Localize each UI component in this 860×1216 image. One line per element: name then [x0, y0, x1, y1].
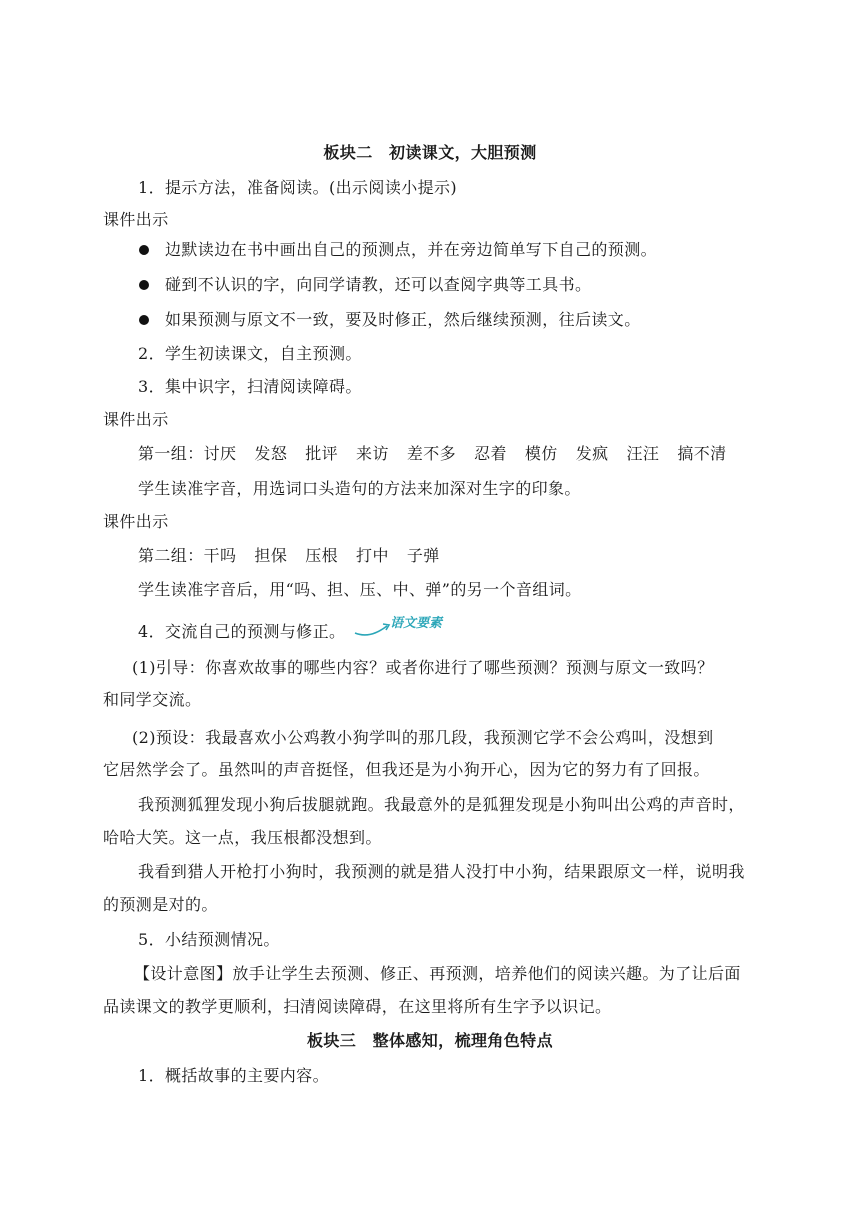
section3-title: 板块三 整体感知，梳理角色特点	[306, 1031, 553, 1050]
section2-title: 板块二 初读课文，大胆预测	[323, 143, 537, 162]
hunter-paragraph: 我看到猎人开枪打小狗时，我预测的就是猎人没打中小狗，结果跟原文一样，说明我	[138, 862, 745, 881]
group2-note: 学生读准字音后，用“吗、担、压、中、弹”的另一个音组词。	[138, 580, 582, 599]
vocab-word: 来访	[356, 444, 389, 463]
design-intent-cont: 品读课文的教学更顺利，扫清阅读障碍，在这里将所有生字予以识记。	[103, 997, 612, 1016]
vocab-word: 批评	[305, 444, 339, 463]
vocab-word: 子弹	[406, 546, 440, 565]
word-group-label: 第一组：	[138, 444, 204, 463]
vocab-word: 搞不清	[677, 444, 727, 463]
preset-paragraph-cont: 它居然学会了。虽然叫的声音挺怪，但我还是为小狗开心，因为它的努力有了回报。	[103, 760, 710, 779]
word-group-2	[138, 546, 458, 566]
step2-text: 2．学生初读课文，自主预测。	[138, 344, 362, 363]
guide-paragraph: (1)引导：你喜欢故事的哪些内容？或者你进行了哪些预测？预测与原文一致吗？	[132, 658, 714, 677]
vocab-word: 发疯	[575, 444, 609, 463]
vocab-word: 模仿	[524, 444, 558, 463]
courseware-label: 课件出示	[103, 210, 169, 229]
fox-paragraph: 我预测狐狸发现小狗后拔腿就跑。我最意外的是狐狸发现是小狗叫出公鸡的声音时，	[138, 795, 745, 814]
preset-paragraph: (2)预设：我最喜欢小公鸡教小狗学叫的那几段，我预测它学不会公鸡叫，没想到	[132, 728, 714, 747]
vocab-word: 汪汪	[626, 444, 660, 463]
word-group-1	[138, 444, 745, 464]
vocab-word: 忍着	[474, 444, 507, 463]
bullet-icon	[139, 280, 149, 290]
word-group-label: 第二组：	[138, 546, 204, 565]
design-intent: 【设计意图】放手让学生去预测、修正、再预测，培养他们的阅读兴趣。为了让后面	[134, 964, 741, 983]
tip-item: 如果预测与原文不一致，要及时修正，然后继续预测，往后读文。	[165, 310, 641, 329]
hunter-paragraph-cont: 的预测是对的。	[103, 895, 218, 914]
fox-paragraph-cont: 哈哈大笑。这一点，我压根都没想到。	[103, 828, 382, 847]
tip-item: 边默读边在书中画出自己的预测点，并在旁边简单写下自己的预测。	[165, 240, 658, 259]
step1-text: 1．提示方法，准备阅读。(出示阅读小提示)	[138, 178, 458, 197]
tip-item: 碰到不认识的字，向同学请教，还可以查阅字典等工具书。	[165, 275, 592, 294]
step4-text: 4．交流自己的预测与修正。	[138, 622, 346, 641]
courseware-label: 课件出示	[103, 512, 169, 531]
guide-paragraph-cont: 和同学交流。	[103, 690, 202, 709]
vocab-word: 担保	[254, 546, 288, 565]
vocab-word: 发怒	[254, 444, 288, 463]
vocab-word: 压根	[305, 546, 339, 565]
bullet-icon	[139, 245, 149, 255]
step5-text: 5．小结预测情况。	[138, 930, 280, 949]
vocab-word: 干吗	[203, 546, 237, 565]
language-element-tag: 语文要素	[390, 616, 443, 631]
bullet-icon	[139, 315, 149, 325]
group1-note: 学生读准字音，用选词口头造句的方法来加深对生字的印象。	[138, 479, 581, 498]
vocab-word: 打中	[356, 546, 389, 565]
section3-step1: 1．概括故事的主要内容。	[138, 1066, 329, 1085]
courseware-label: 课件出示	[103, 410, 169, 429]
step3-text: 3．集中识字，扫清阅读障碍。	[138, 377, 362, 396]
vocab-word: 讨厌	[203, 444, 237, 463]
vocab-word: 差不多	[406, 444, 457, 463]
